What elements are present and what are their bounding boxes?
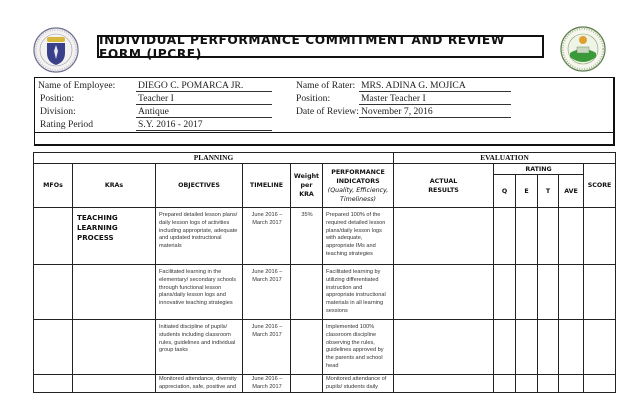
kra-cell[interactable] [73, 265, 156, 320]
rating-ave-cell[interactable] [559, 208, 584, 265]
col-objectives: OBJECTIVES [156, 164, 243, 208]
weight-cell[interactable]: 35% [291, 208, 323, 265]
col-rating-e: E [516, 175, 538, 208]
col-timeline: TIMELINE [243, 164, 291, 208]
table-row [34, 375, 616, 393]
table-row [34, 208, 616, 265]
rating-period-field[interactable]: S.Y. 2016 - 2017 [136, 119, 272, 131]
rating-q-cell[interactable] [494, 265, 516, 320]
col-weight-line3: KRA [299, 191, 314, 198]
objective-cell[interactable]: Facilitated learning in the elementary/ secondary schools through functional lesson plans/daily lesson logs and innovative teaching strategies [156, 265, 243, 320]
review-date-label: Date of Review: [296, 106, 359, 117]
employee-name-label: Name of Employee: [38, 80, 116, 91]
division-row [40, 106, 280, 118]
objective-cell[interactable]: Monitored attendance, diversity appreciation, safe, positive and [156, 375, 243, 393]
col-actual-line2: RESULTS [428, 186, 459, 194]
rater-position-field[interactable]: Master Teacher I [359, 93, 511, 105]
col-mfos: MFOs [34, 164, 73, 208]
rating-t-cell[interactable] [538, 208, 559, 265]
col-actual-results [394, 164, 494, 208]
rating-e-cell[interactable] [516, 375, 538, 393]
division-field[interactable]: Antique [136, 106, 272, 118]
rater-name-field[interactable]: MRS. ADINA G. MOJICA [359, 80, 511, 92]
indicator-cell[interactable]: Prepared 100% of the required detailed lesson plans/daily lesson logs with adequate, appropriate IMs and teaching strategies [323, 208, 394, 265]
mfo-cell[interactable] [34, 320, 73, 375]
division-label: Division: [40, 106, 76, 117]
indicator-cell[interactable]: Implemented 100% classroom discipline observing the rules, guidelines approved by the parents and school head [323, 320, 394, 375]
rating-period-label: Rating Period [40, 119, 94, 130]
col-rating-q: Q [494, 175, 516, 208]
col-pi-line3: (Quality, Efficiency, [327, 186, 389, 194]
weight-cell[interactable] [291, 265, 323, 320]
col-pi-line2: INDICATORS [336, 177, 380, 185]
col-weight-line2: per [300, 182, 313, 189]
rating-ave-cell[interactable] [559, 375, 584, 393]
table-row [34, 265, 616, 320]
rating-e-cell[interactable] [516, 320, 538, 375]
rating-q-cell[interactable] [494, 208, 516, 265]
score-cell[interactable] [584, 375, 616, 393]
rating-t-cell[interactable] [538, 265, 559, 320]
indicator-cell[interactable]: Facilitated learning by utilizing differentiated instruction and appropriate instructional materials in all learning sessions [323, 265, 394, 320]
rating-t-cell[interactable] [538, 375, 559, 393]
actual-results-cell[interactable] [394, 208, 494, 265]
actual-results-cell[interactable] [394, 320, 494, 375]
rater-position-row [296, 93, 516, 105]
objective-cell[interactable]: Initiated discipline of pupils/ students including classroom rules, guidelines and individual group tasks [156, 320, 243, 375]
rating-e-cell[interactable] [516, 208, 538, 265]
kra-cell[interactable] [73, 375, 156, 393]
employee-position-field[interactable]: Teacher I [136, 93, 272, 105]
rater-position-label: Position: [296, 93, 331, 104]
timeline-cell[interactable]: June 2016 – March 2017 [243, 265, 291, 320]
kra-cell[interactable] [73, 320, 156, 375]
review-date-field[interactable]: November 7, 2016 [359, 106, 511, 118]
col-weight-per-kra [291, 164, 323, 208]
school-seal-logo [560, 25, 606, 73]
rating-t-cell[interactable] [538, 320, 559, 375]
actual-results-cell[interactable] [394, 375, 494, 393]
mfo-cell[interactable] [34, 375, 73, 393]
employee-position-row [40, 93, 280, 105]
score-cell[interactable] [584, 320, 616, 375]
mfo-cell[interactable] [34, 265, 73, 320]
score-cell[interactable] [584, 265, 616, 320]
rating-ave-cell[interactable] [559, 320, 584, 375]
col-actual-line1: ACTUAL [429, 177, 458, 185]
rating-e-cell[interactable] [516, 265, 538, 320]
actual-results-cell[interactable] [394, 265, 494, 320]
deped-seal-logo [33, 27, 79, 73]
col-rating-ave: AVE [559, 175, 584, 208]
col-rating-group: RATING [494, 164, 584, 175]
kra-cell[interactable]: TEACHING LEARNING PROCESS [73, 208, 156, 265]
rating-q-cell[interactable] [494, 375, 516, 393]
ipcrf-table [33, 152, 616, 393]
col-rating-t: T [538, 175, 559, 208]
form-title: INDIVIDUAL PERFORMANCE COMMITMENT AND REVIEW FORM (IPCRF) [97, 35, 544, 58]
col-kras: KRAs [73, 164, 156, 208]
rater-name-row [296, 80, 516, 92]
rater-name-label: Name of Rater: [296, 80, 356, 91]
mfo-cell[interactable] [34, 208, 73, 265]
col-pi-line1: PERFORMANCE [331, 168, 385, 176]
col-score: SCORE [584, 164, 616, 208]
table-row [34, 320, 616, 375]
objective-cell[interactable]: Prepared detailed lesson plans/ daily lesson logs of activities including appropriate, adequate and updated instructional materials [156, 208, 243, 265]
employee-info-section [34, 77, 615, 146]
col-weight-line1: Weight [293, 173, 320, 180]
evaluation-section-header: EVALUATION [394, 153, 616, 164]
col-performance-indicators [323, 164, 394, 208]
weight-cell[interactable] [291, 320, 323, 375]
indicator-cell[interactable]: Monitored attendance of pupils/ students daily [323, 375, 394, 393]
rating-q-cell[interactable] [494, 320, 516, 375]
timeline-cell[interactable]: June 2016 – March 2017 [243, 320, 291, 375]
planning-section-header: PLANNING [34, 153, 394, 164]
score-cell[interactable] [584, 208, 616, 265]
timeline-cell[interactable]: June 2016 – March 2017 [243, 375, 291, 393]
review-date-row [296, 106, 516, 118]
employee-name-field[interactable]: DIEGO C. POMARCA JR. [136, 80, 272, 92]
col-pi-line4: Timeliness) [340, 195, 376, 203]
rating-period-row [40, 119, 280, 131]
employee-position-label: Position: [40, 93, 75, 104]
rating-ave-cell[interactable] [559, 265, 584, 320]
timeline-cell[interactable]: June 2016 – March 2017 [243, 208, 291, 265]
weight-cell[interactable] [291, 375, 323, 393]
employee-name-row [38, 80, 278, 92]
info-divider [35, 132, 613, 133]
